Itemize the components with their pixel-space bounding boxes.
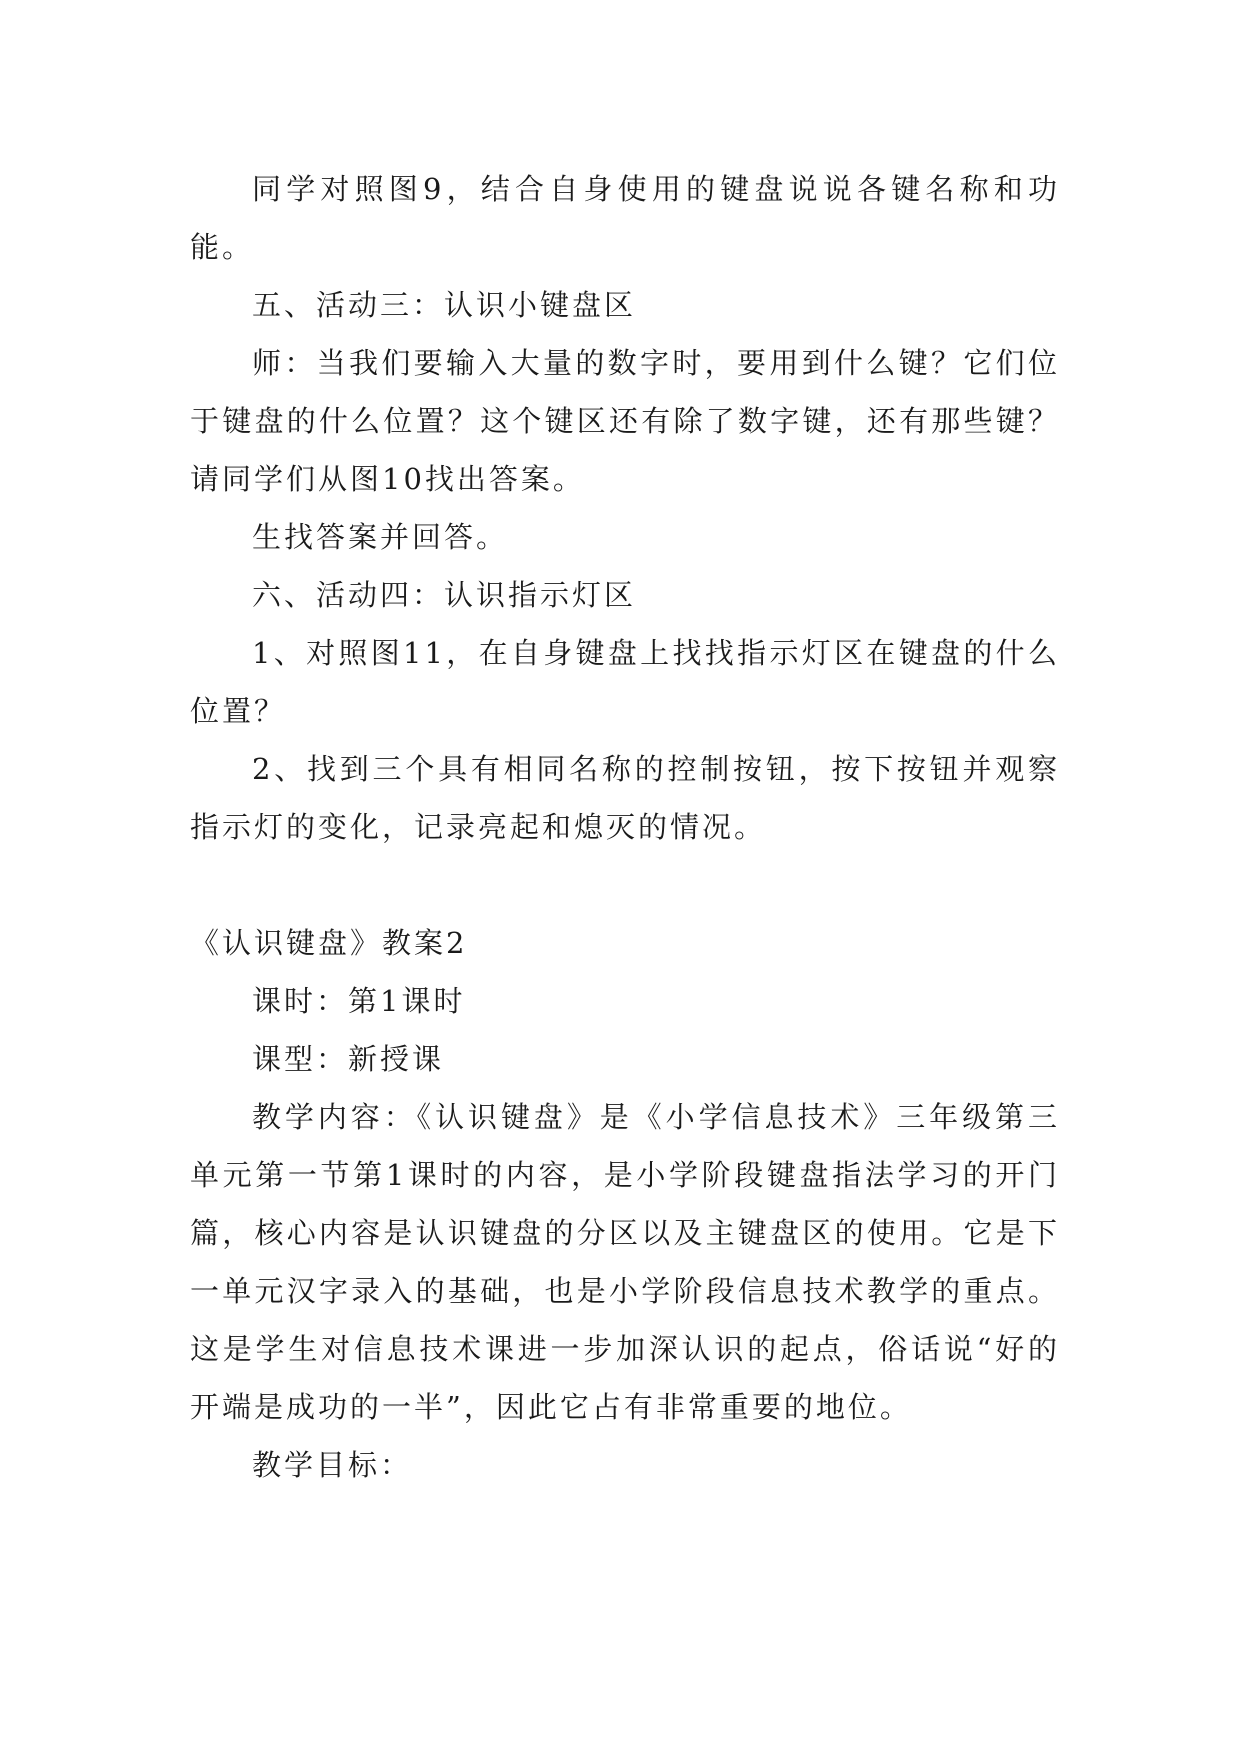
paragraph-teaching-content: 教学内容：《认识键盘》是《小学信息技术》三年级第三单元第一节第1课时的内容，是小学阶段键盘指法学习的开门篇，核心内容是认识键盘的分区以及主键盘区的使用。它是下一单元汉字录入的基础，也是小学阶段信息技术教学的重点。这是学生对信息技术课进一步加深认识的起点，俗话说“好的开端是成功的一半”，因此它占有非常重要的地位。 — [190, 1100, 1060, 1424]
paragraph-class-type: 课型：新授课 — [252, 1042, 445, 1076]
paragraph-student-answer: 生找答案并回答。 — [252, 520, 509, 554]
document-body — [190, 160, 1060, 1494]
paragraph-class-period: 课时：第1课时 — [252, 984, 466, 1018]
heading-activity-four: 六、活动四：认识指示灯区 — [252, 578, 637, 612]
paragraph-teacher-question: 师：当我们要输入大量的数字时，要用到什么键？它们位于键盘的什么位置？这个键区还有除了数字键，还有那些键？请同学们从图10找出答案。 — [190, 346, 1060, 496]
section-spacer — [190, 856, 1060, 914]
paragraph-step-two: 2、找到三个具有相同名称的控制按钮，按下按钮并观察指示灯的变化，记录亮起和熄灭的情况。 — [190, 752, 1060, 844]
paragraph-keyboard-names: 同学对照图9，结合自身使用的键盘说说各键名称和功能。 — [190, 172, 1060, 264]
paragraph-step-one: 1、对照图11，在自身键盘上找找指示灯区在键盘的什么位置？ — [190, 636, 1060, 728]
heading-activity-three: 五、活动三：认识小键盘区 — [252, 288, 637, 322]
paragraph-teaching-goals: 教学目标： — [252, 1448, 413, 1482]
section-title: 《认识键盘》教案2 — [190, 926, 468, 960]
